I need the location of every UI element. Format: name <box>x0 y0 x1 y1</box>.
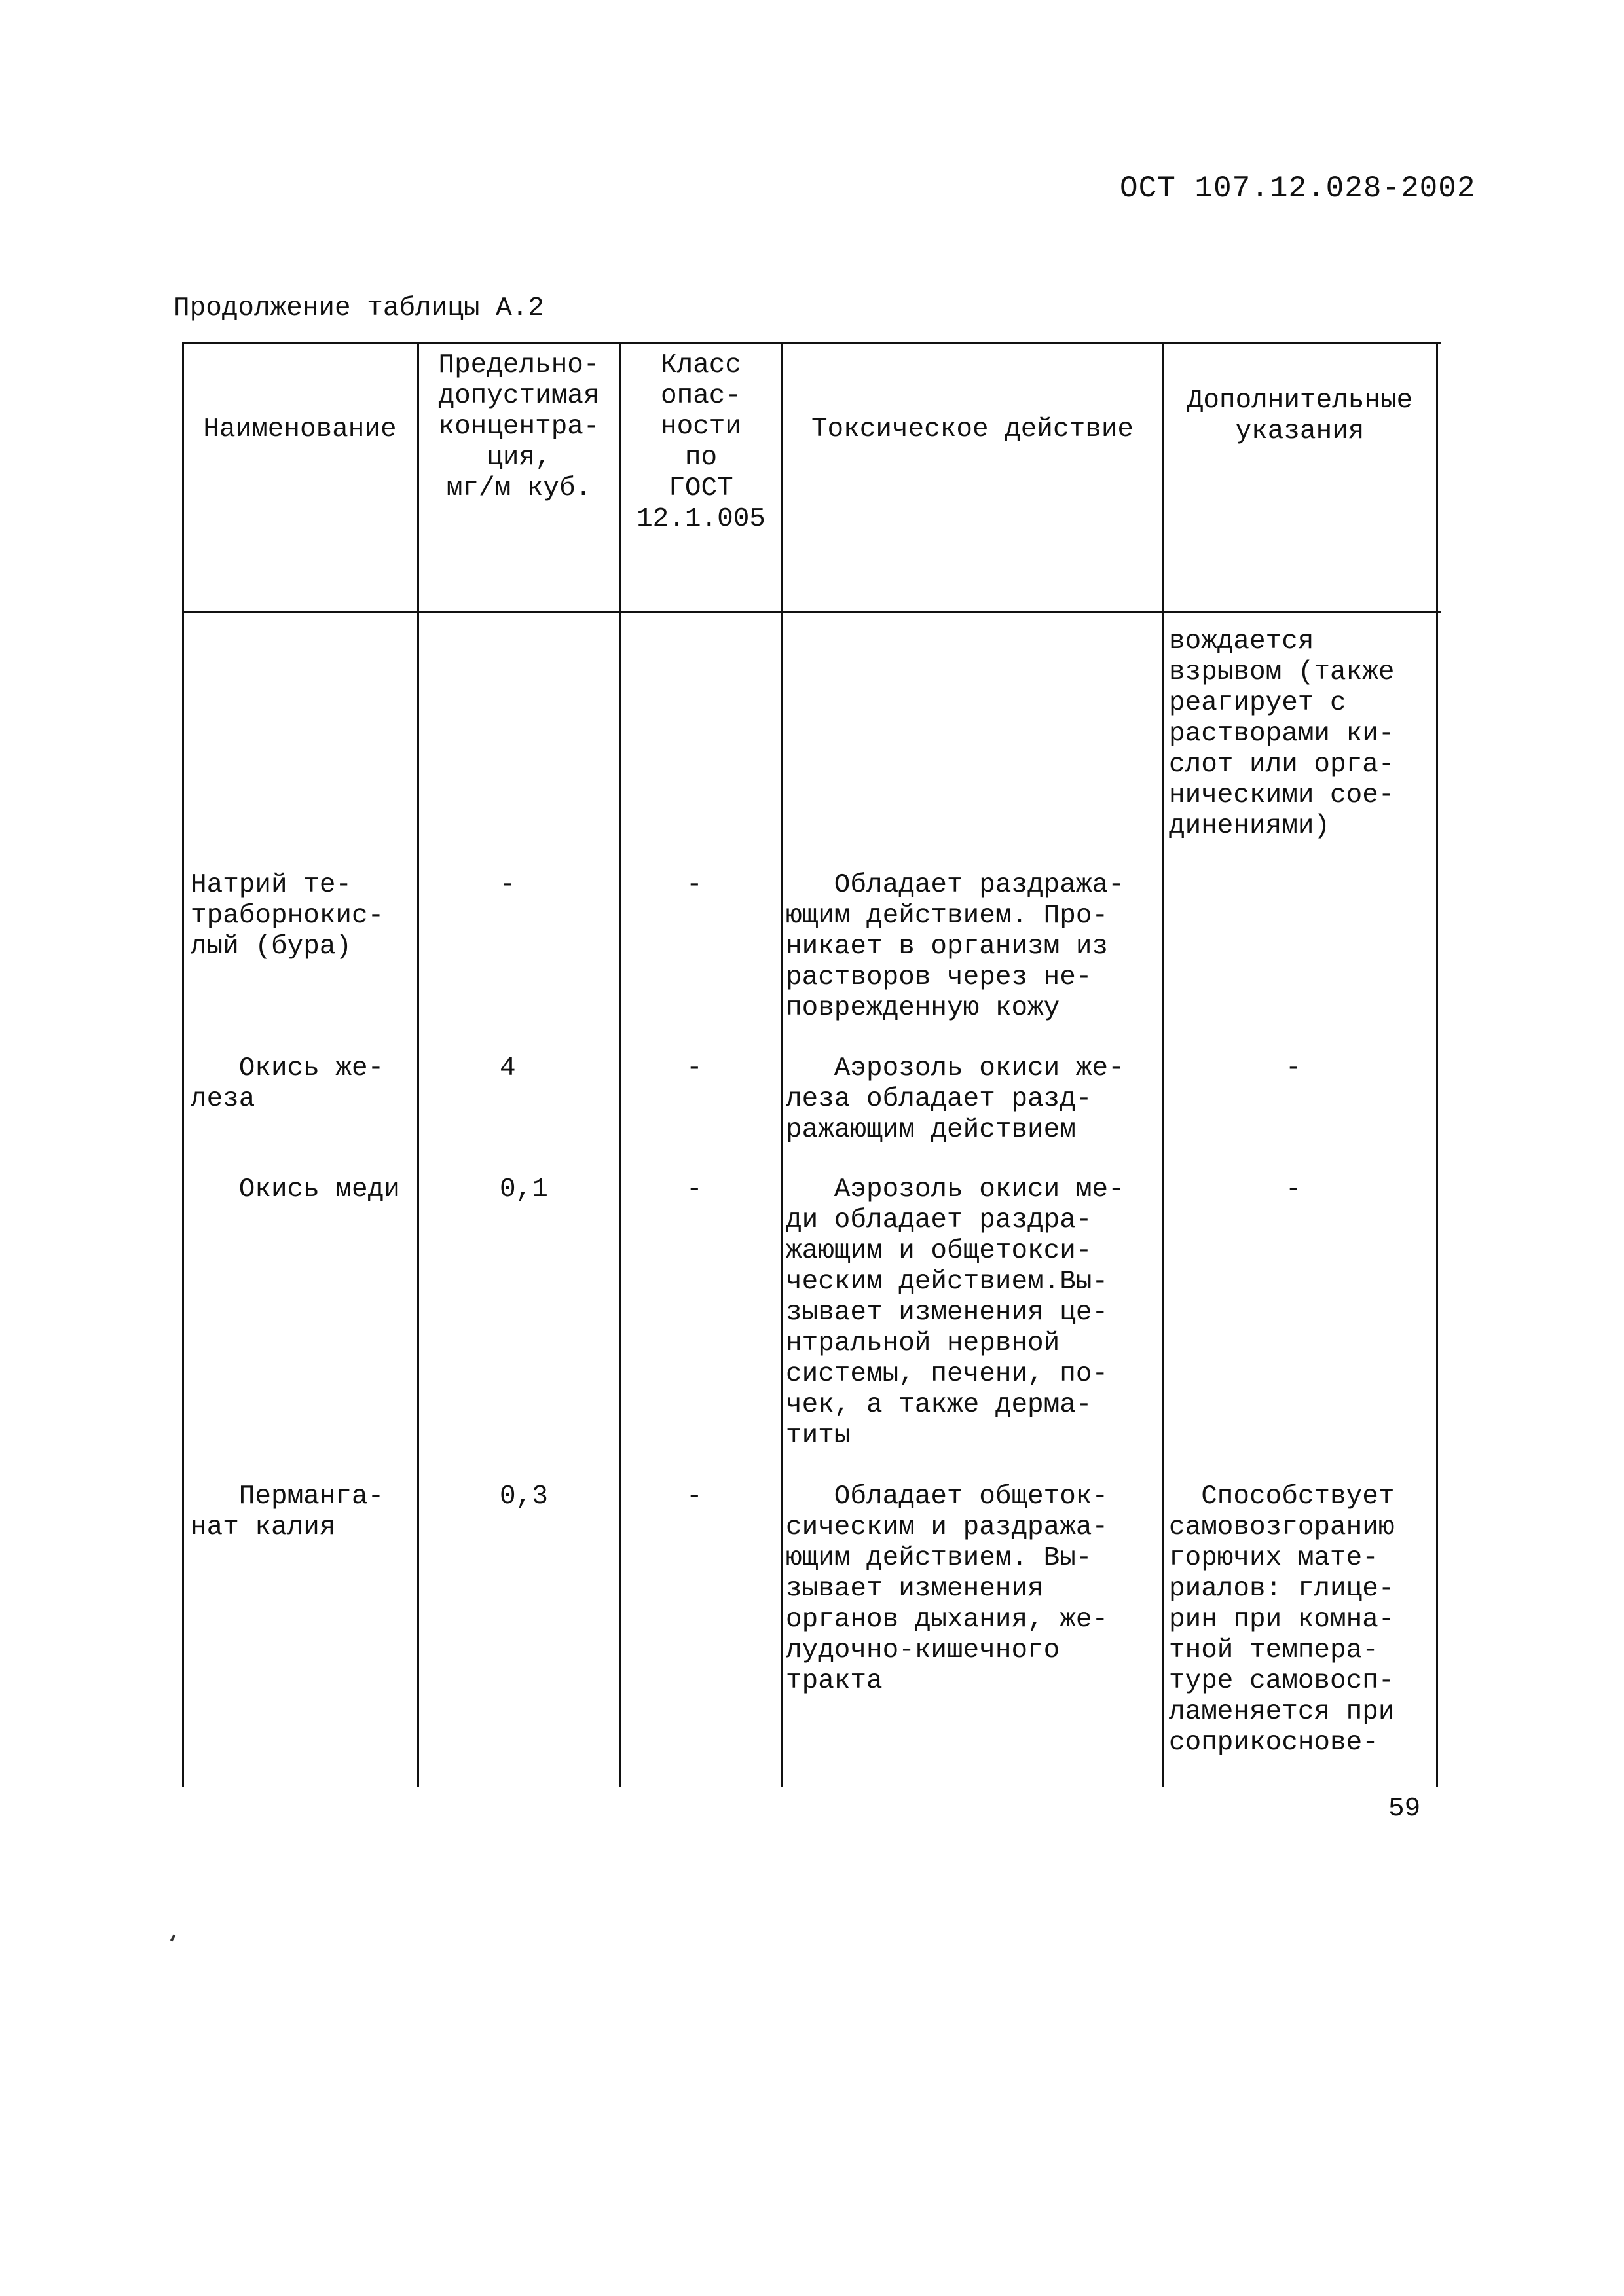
toxic-effect: Обладает раздража- ющим действием. Про- никает в организм из растворов через не- поврежденную кожу <box>786 870 1124 1023</box>
additional-notes: - <box>1285 1175 1302 1205</box>
continued-note: вождается взрывом (также реагирует с растворами ки- слот или орга- ническими сое- динениями) <box>1169 627 1395 841</box>
pdk-value: 4 <box>500 1053 516 1084</box>
hazard-class: - <box>686 1175 703 1205</box>
pdk-value: 0,3 <box>500 1482 548 1512</box>
toxic-effect: Обладает общеток- сическим и раздража- ющим действием. Вы- зывает изменения органов дыхания, же- лудочно-кишечного тракта <box>786 1482 1109 1696</box>
hazard-class: - <box>686 1482 703 1512</box>
toxic-effect: Аэрозоль окиси же- леза обладает разд- ражающим действием <box>786 1053 1124 1145</box>
toxic-effect: Аэрозоль окиси ме- ди обладает раздра- жающим и общетокси- ческим действием.Вы- зывает изменения це- нтральной нервной системы, печени, по- чек, а также дерма- титы <box>786 1175 1124 1451</box>
header-name: Наименование <box>203 414 397 445</box>
header-notes: Дополнительные указания <box>1187 386 1413 446</box>
table-divider-2 <box>619 342 621 1787</box>
page-number: 59 <box>1388 1794 1421 1824</box>
table-caption: Продолжение таблицы А.2 <box>174 293 544 323</box>
substances-table <box>182 342 1441 1787</box>
substance-name: Натрий те- траборнокис- лый (бура) <box>191 870 384 962</box>
substance-name: Окись же- леза <box>191 1053 384 1114</box>
hazard-class: - <box>686 1053 703 1084</box>
additional-notes: Способствует самовозгоранию горючих мате- риалов: глице- рин при комна- тной темпера- туре самовосп- ламеняется при соприкоснове- <box>1169 1482 1395 1758</box>
pdk-value: - <box>500 870 516 900</box>
table-divider-4 <box>1162 342 1164 1787</box>
table-divider-1 <box>417 342 419 1787</box>
table-border-left <box>182 342 184 1787</box>
document-code: ОСТ 107.12.028-2002 <box>1120 172 1476 206</box>
table-header-rule <box>182 611 1441 613</box>
header-hazard-class: Класс опас- ности по ГОСТ 12.1.005 <box>637 350 766 534</box>
table-divider-3 <box>781 342 783 1787</box>
hazard-class: - <box>686 870 703 900</box>
scan-speck <box>170 1935 175 1942</box>
pdk-value: 0,1 <box>500 1175 548 1205</box>
header-pdk: Предельно- допустимая концентра- ция, мг/м куб. <box>438 350 600 503</box>
substance-name: Перманга- нат калия <box>191 1482 384 1542</box>
table-border-right <box>1436 342 1438 1787</box>
additional-notes: - <box>1285 1053 1302 1084</box>
table-border-top <box>182 342 1441 344</box>
header-toxic-effect: Токсическое действие <box>811 414 1134 445</box>
substance-name: Окись меди <box>191 1175 400 1205</box>
